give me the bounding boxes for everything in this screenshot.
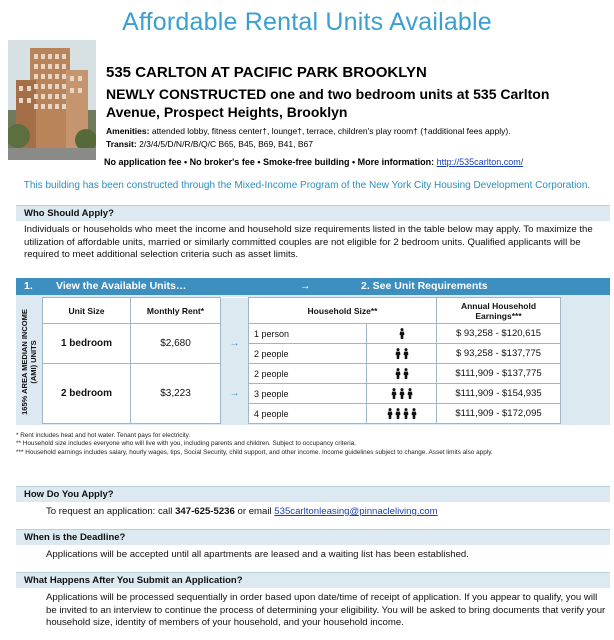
income-cell: $ 93,258 - $137,775 xyxy=(437,344,561,364)
apply-or: or email xyxy=(237,506,272,517)
who-text: Individuals or households who meet the income and household size requirements listed in the table below may apply. To maximize the utilization of affordable units, married or similarly committed couples are not eligible for 2 bedroom units. Qualified applicants will be required to meet additional selection criteria such as asset limits. xyxy=(24,224,593,260)
income-cell: $ 93,258 - $120,615 xyxy=(437,324,561,344)
rent-cell: $3,223 xyxy=(131,364,221,424)
person-icon xyxy=(391,388,397,399)
person-icon xyxy=(399,328,405,339)
header-spacer xyxy=(221,298,249,324)
unit-size-cell: 1 bedroom xyxy=(43,324,131,364)
footnote-household: ** Household size includes everyone who will live with you, including parents and children. Subject to occupancy criteria. xyxy=(16,440,356,448)
who-heading: Who Should Apply? xyxy=(16,205,610,221)
people-cell: 3 people xyxy=(249,384,367,404)
website-link[interactable]: http://535carlton.com/ xyxy=(436,157,524,167)
person-icon xyxy=(407,388,413,399)
header-unit-size: Unit Size xyxy=(43,298,131,324)
people-cell: 2 people xyxy=(249,364,367,384)
ami-label-box xyxy=(18,303,40,421)
footnote-rent: * Rent includes heat and hot water. Tenant pays for electricity. xyxy=(16,432,191,439)
step2-label: 2. See Unit Requirements xyxy=(361,280,488,292)
program-note: This building has been constructed through the Mixed-Income Program of the New York City Housing Development Corporation. xyxy=(23,180,591,191)
income-cell: $111,909 - $137,775 xyxy=(437,364,561,384)
info-line xyxy=(104,157,523,167)
amenities-label: Amenities: xyxy=(106,126,150,136)
people-cell: 2 people xyxy=(249,344,367,364)
table-row xyxy=(43,364,561,384)
unit-size-cell: 2 bedroom xyxy=(43,364,131,424)
phone-number: 347-625-5236 xyxy=(175,506,235,517)
rent-cell: $2,680 xyxy=(131,324,221,364)
apply-heading: How Do You Apply? xyxy=(16,486,610,502)
step1-number: 1. xyxy=(24,280,33,292)
person-icons xyxy=(367,404,437,424)
units-table xyxy=(42,297,561,424)
income-cell: $111,909 - $154,935 xyxy=(437,384,561,404)
person-icon xyxy=(411,408,417,419)
person-icon xyxy=(403,348,409,359)
apply-prefix: To request an application: call xyxy=(46,506,173,517)
transit-text: 2/3/4/5/D/N/R/B/Q/C B65, B45, B69, B41, B67 xyxy=(139,139,313,149)
building-name: 535 CARLTON AT PACIFIC PARK BROOKLYN xyxy=(106,64,427,81)
table-header-row xyxy=(43,298,561,324)
person-icons xyxy=(367,364,437,384)
transit-label: Transit: xyxy=(106,139,137,149)
header-income: Annual Household Earnings*** xyxy=(437,298,561,324)
units-box xyxy=(16,295,610,425)
table-row xyxy=(43,324,561,344)
building-subtitle: NEWLY CONSTRUCTED one and two bedroom units at 535 Carlton Avenue, Prospect Heights, Brooklyn xyxy=(106,86,550,120)
arrow-icon: → xyxy=(300,280,311,292)
deadline-text: Applications will be accepted until all apartments are leased and a waiting list has been established. xyxy=(46,549,469,560)
person-icon xyxy=(403,368,409,379)
step1-label: View the Available Units… xyxy=(56,280,187,292)
person-icon xyxy=(403,408,409,419)
arrow-icon: → xyxy=(221,324,249,364)
arrow-icon: → xyxy=(221,364,249,424)
person-icon xyxy=(399,388,405,399)
building-photo xyxy=(8,40,96,160)
ami-label: 165% AREA MEDIAN INCOME (AMI) UNITS xyxy=(20,309,38,415)
person-icon xyxy=(395,408,401,419)
after-heading: What Happens After You Submit an Application? xyxy=(16,572,610,588)
people-cell: 1 person xyxy=(249,324,367,344)
amenities xyxy=(106,125,606,138)
apply-text xyxy=(46,506,606,519)
footnotes xyxy=(16,432,610,457)
after-text: Applications will be processed sequentially in order based upon date/time of receipt of application. If you appear to qualify, you will be invited to an interview to continue the process of determining your eligibility. You will be asked to bring documents that verify your household size, identity of members of your household, and your household income. xyxy=(46,592,606,628)
people-cell: 4 people xyxy=(249,404,367,424)
person-icons xyxy=(367,344,437,364)
person-icons xyxy=(367,324,437,344)
person-icons xyxy=(367,384,437,404)
building-header xyxy=(106,64,606,151)
header-household-size: Household Size** xyxy=(249,298,437,324)
income-cell: $111,909 - $172,095 xyxy=(437,404,561,424)
transit xyxy=(106,138,606,151)
amenities-text: attended lobby, fitness center†, lounge†, terrace, children's play room† (†additional fees apply). xyxy=(151,126,511,136)
deadline-heading: When is the Deadline? xyxy=(16,529,610,545)
info-text: No application fee • No broker's fee • Smoke-free building • More information: xyxy=(104,157,435,167)
email-link[interactable]: 535carltonleasing@pinnacleliving.com xyxy=(274,506,438,517)
person-icon xyxy=(395,368,401,379)
header-monthly-rent: Monthly Rent* xyxy=(131,298,221,324)
page-title: Affordable Rental Units Available xyxy=(122,8,492,36)
footnote-earnings: *** Household earnings includes salary, hourly wages, tips, Social Security, child support, and other income. Income guidelines subject to change. Asset limits also apply. xyxy=(16,448,493,456)
person-icon xyxy=(395,348,401,359)
person-icon xyxy=(387,408,393,419)
units-bar xyxy=(16,278,610,295)
